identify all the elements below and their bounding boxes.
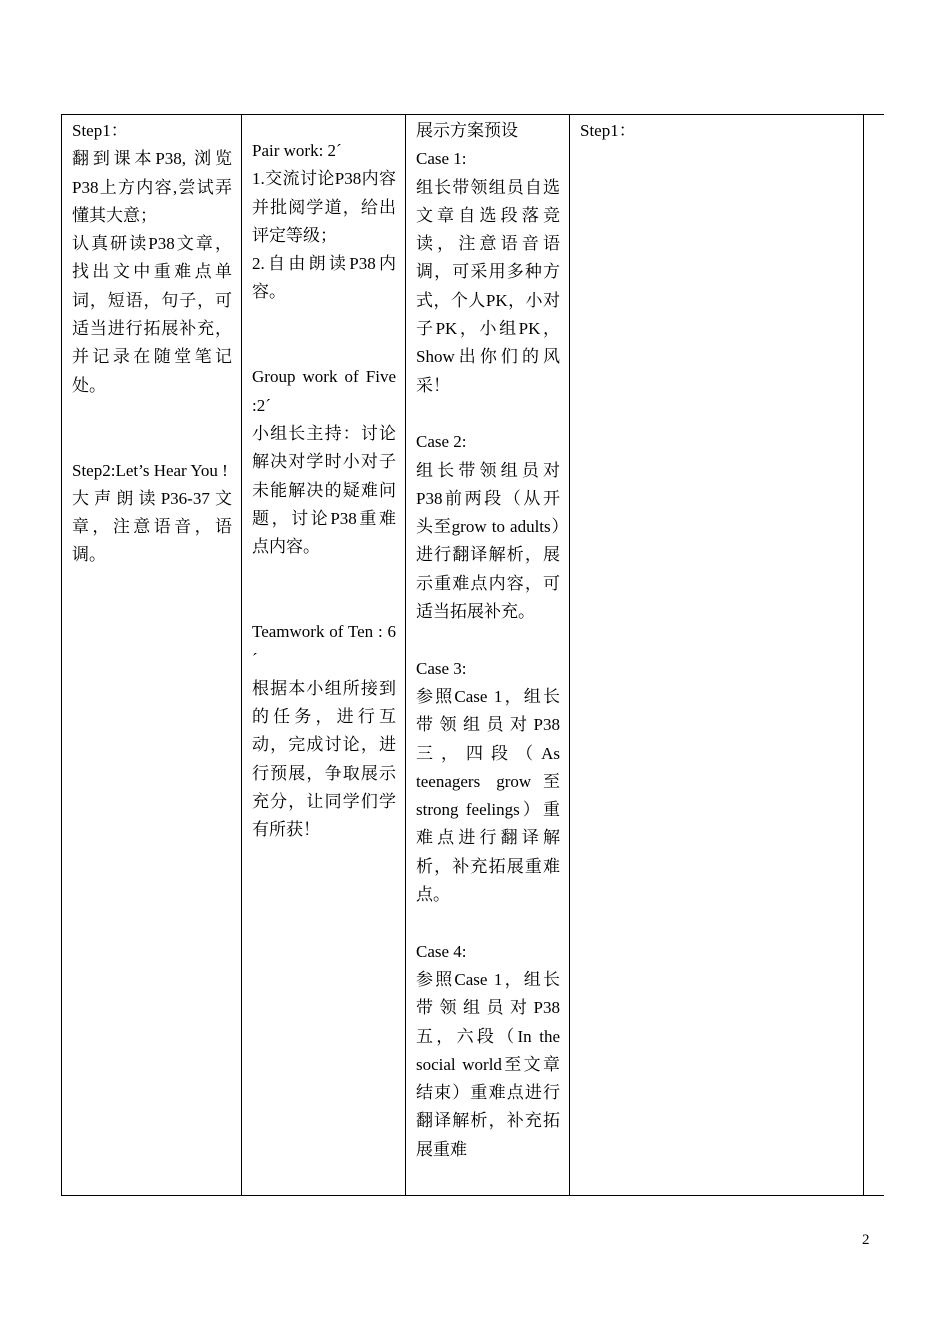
group-work-paragraph: 小组长主持：讨论解决对学时小对子未能解决的疑难问题，讨论P38重难点内容。 <box>252 423 396 557</box>
step2-title: Step2:Let’s Hear You ! <box>72 460 228 480</box>
self-study-cell <box>72 117 232 570</box>
teamwork-title: Teamwork of Ten : 6´ <box>252 622 396 670</box>
group-work-title: Group work of Five :2´ <box>252 367 396 415</box>
pair-work-item-2: 2.自由朗读P38内容。 <box>252 254 396 302</box>
group-work-cell <box>252 137 396 844</box>
lesson-plan-table <box>61 114 884 1196</box>
step1-paragraph-2: 认真研读P38文章，找出文中重难点单词，短语，句子，可适当进行拓展补充，并记录在随堂笔记处。 <box>72 234 232 395</box>
case1-title: Case 1: <box>416 149 467 169</box>
step2-paragraph: 大声朗读P36-37文章，注意语音，语调。 <box>72 488 232 565</box>
case1-paragraph: 组长带领组员自选文章自选段落竞读，注意语音语调，可采用多种方式，个人PK，小对子PK，小组PK，Show出你们的风采！ <box>416 177 560 395</box>
case4-paragraph: 参照Case 1，组长带领组员对P38五，六段（In the social world至文章结束）重难点进行翻译解析，补充拓展重难 <box>416 969 560 1159</box>
case4-title: Case 4: <box>416 941 467 961</box>
self-study-column <box>61 115 241 1195</box>
pair-work-item-1: 1.交流讨论P38内容并批阅学道，给出评定等级； <box>252 169 396 245</box>
teamwork-paragraph: 根据本小组所接到的任务，进行互动，完成讨论，进行预展，争取展示充分，让同学们学有所获！ <box>252 678 396 840</box>
presentation-heading: 展示方案预设 <box>416 121 518 140</box>
case2-title: Case 2: <box>416 432 467 452</box>
presentation-cell <box>416 117 560 1164</box>
presentation-column <box>405 115 569 1195</box>
case3-title: Case 3: <box>416 658 467 678</box>
page-number: 2 <box>862 1232 870 1248</box>
notes-column <box>569 115 864 1195</box>
notes-step1-title: Step1： <box>580 121 636 140</box>
notes-cell <box>580 117 855 145</box>
step1-title: Step1： <box>72 121 128 140</box>
group-work-column <box>241 115 405 1195</box>
case2-paragraph: 组长带领组员对P38前两段（从开头至grow to adults）进行翻译解析，展示重难点内容，可适当拓展补充。 <box>416 460 560 622</box>
case3-paragraph: 参照Case 1，组长带领组员对P38三，四段（As teenagers grow至strong feelings）重难点进行翻译解析，补充拓展重难点。 <box>416 686 560 905</box>
step1-paragraph-1: 翻到课本P38, 浏览P38上方内容,尝试弄懂其大意； <box>72 149 232 225</box>
pair-work-title: Pair work: 2´ <box>252 141 342 160</box>
